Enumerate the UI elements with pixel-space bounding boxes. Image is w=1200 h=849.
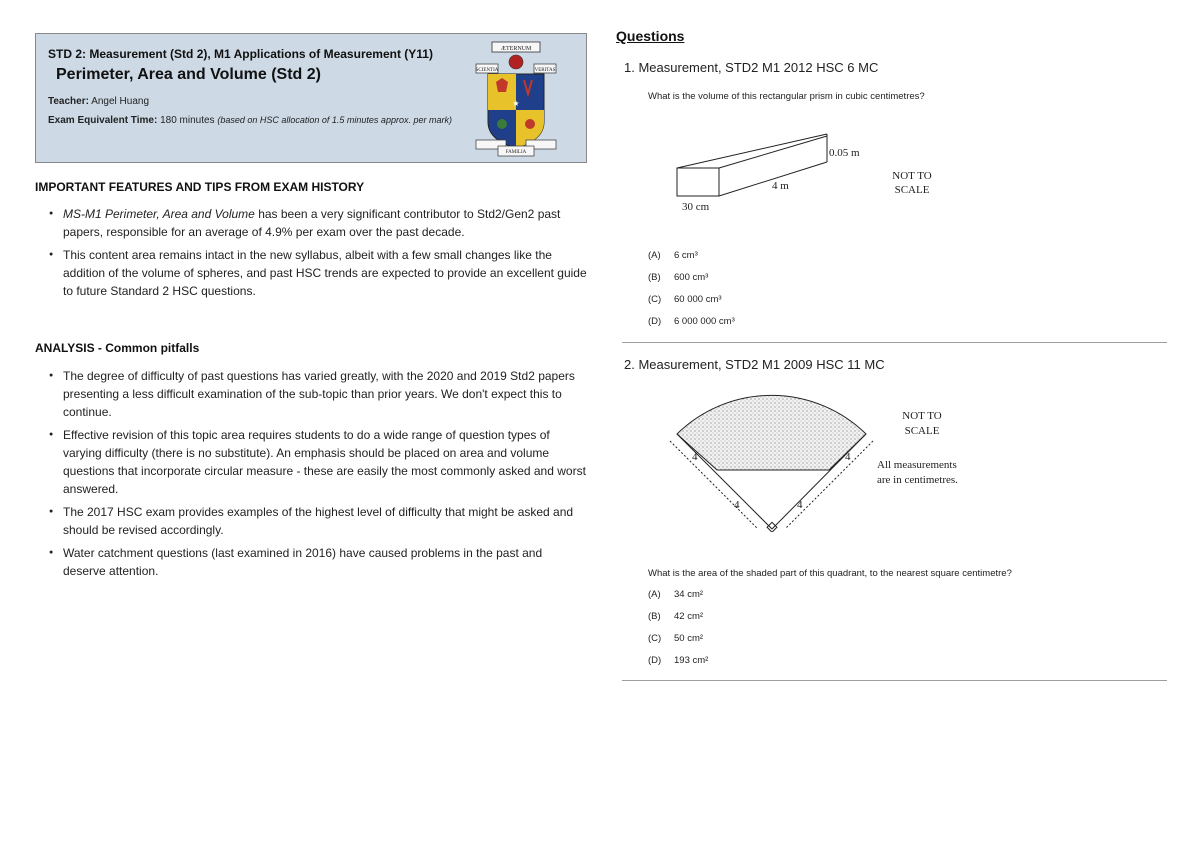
- q1-dim-width: 30 cm: [682, 201, 710, 213]
- analysis-item: ● Water catchment questions (last examined in 2016) have caused problems in the past and deserve attention.: [49, 544, 587, 580]
- q2-question-text: What is the area of the shaded part of this quadrant, to the nearest square centimetre?: [648, 568, 1012, 579]
- q2-dim-2: 4: [734, 499, 740, 511]
- exam-time-value: 180 minutes: [160, 115, 215, 126]
- q1-title-line: [624, 60, 878, 75]
- option-label: (A): [648, 589, 661, 600]
- svg-text:★: ★: [512, 99, 520, 108]
- option-value: 50 cm²: [674, 633, 704, 644]
- option-label: (C): [648, 294, 662, 305]
- exam-time-label: Exam Equivalent Time:: [48, 115, 158, 126]
- option-label: (D): [648, 655, 662, 666]
- features-item-text: This content area remains intact in the new syllabus, albeit with a few small changes like the addition of the volume of spheres, and past HSC trends are expected to provide an excellent guide to future Standard 2 HSC questions.: [63, 248, 587, 298]
- features-item: [49, 205, 587, 241]
- teacher-name: Angel Huang: [91, 96, 150, 107]
- option-label: (D): [648, 316, 662, 327]
- school-crest-icon: [474, 40, 558, 158]
- analysis-item: ● The 2017 HSC exam provides examples of the highest level of difficulty that might be asked and should be revised accordingly.: [49, 503, 587, 539]
- q1-option-c[interactable]: [648, 289, 735, 311]
- teacher-line: [48, 96, 149, 107]
- q1-option-a[interactable]: [648, 245, 735, 267]
- q2-option-b[interactable]: [648, 606, 708, 628]
- option-label: (B): [648, 272, 661, 283]
- features-list: [35, 205, 587, 305]
- analysis-list: [35, 367, 587, 585]
- q2-option-d[interactable]: [648, 650, 708, 672]
- q1-options: [648, 245, 735, 333]
- features-item-italic: MS-M1 Perimeter, Area and Volume: [63, 207, 255, 221]
- topic-subtitle: STD 2: Measurement (Std 2), M1 Applications of Measurement (Y11): [48, 47, 433, 61]
- q1-not-to-scale-1: NOT TO: [892, 170, 932, 182]
- analysis-item: ● The degree of difficulty of past questions has varied greatly, with the 2020 and 2019 Std2 papers presenting a less difficult examination of the sub-topic than prior years. We don't expect this to continue.: [49, 367, 587, 421]
- q1-question-text: What is the volume of this rectangular prism in cubic centimetres?: [648, 91, 925, 102]
- option-label: (C): [648, 633, 662, 644]
- option-value: 6 cm³: [674, 250, 698, 261]
- q1-separator: [622, 342, 1167, 343]
- analysis-item: ● Effective revision of this topic area requires students to do a wide range of question types of varying difficulty (there is no substitute). An emphasis should be placed on area and volume questions that incorporate circular measure - these are easily the most commonly asked and worst answered.: [49, 426, 587, 498]
- q1-number: 1.: [624, 60, 635, 75]
- option-value: 193 cm²: [674, 655, 709, 666]
- analysis-heading: ANALYSIS - Common pitfalls: [35, 341, 200, 355]
- q2-not-to-scale-1: NOT TO: [902, 410, 942, 422]
- crest-banner-left: SCIENTIA: [475, 68, 499, 73]
- q1-dim-length: 4 m: [772, 180, 789, 192]
- q1-option-d[interactable]: [648, 311, 735, 333]
- q2-units-note-1: All measurements: [877, 459, 957, 471]
- option-label: (B): [648, 611, 661, 622]
- features-item: [49, 246, 587, 300]
- crest-banner-right: VERITAS: [534, 68, 556, 73]
- option-value: 600 cm³: [674, 272, 709, 283]
- teacher-label: Teacher:: [48, 96, 89, 107]
- questions-heading: Questions: [616, 28, 685, 44]
- q2-options: [648, 584, 708, 672]
- q2-number: 2.: [624, 357, 635, 372]
- option-value: 42 cm²: [674, 611, 704, 622]
- q1-dim-height: 0.05 m: [829, 147, 860, 159]
- option-value: 34 cm²: [674, 589, 704, 600]
- topic-title: Perimeter, Area and Volume (Std 2): [56, 66, 321, 83]
- exam-time-note: (based on HSC allocation of 1.5 minutes approx. per mark): [217, 115, 452, 125]
- crest-banner-top: ÆTERNUM: [500, 46, 532, 52]
- option-label: (A): [648, 250, 661, 261]
- q2-dim-1: 4: [692, 451, 698, 463]
- option-value: 60 000 cm³: [674, 294, 722, 305]
- q2-title: Measurement, STD2 M1 2009 HSC 11 MC: [638, 357, 885, 372]
- q2-title-line: [624, 357, 885, 372]
- q1-not-to-scale-2: SCALE: [894, 184, 930, 196]
- q1-option-b[interactable]: [648, 267, 735, 289]
- q2-dim-3: 4: [845, 451, 851, 463]
- exam-time-line: [48, 113, 458, 128]
- q1-prism-diagram: [672, 126, 1002, 221]
- q2-dim-4: 4: [797, 499, 803, 511]
- features-heading: IMPORTANT FEATURES AND TIPS FROM EXAM HISTORY: [35, 180, 365, 194]
- q2-not-to-scale-2: SCALE: [904, 425, 940, 437]
- q2-quadrant-diagram: [662, 382, 992, 532]
- features-item-text: has been a very significant contributor to Std2/Gen2 past papers, responsible for an average of 4.9% per exam over the past decade.: [63, 207, 561, 239]
- q2-separator: [622, 680, 1167, 681]
- q1-title: Measurement, STD2 M1 2012 HSC 6 MC: [638, 60, 879, 75]
- q2-option-c[interactable]: [648, 628, 708, 650]
- topic-header-box: [35, 33, 587, 163]
- crest-banner-bottom: FAMILIA: [505, 150, 527, 155]
- q2-option-a[interactable]: [648, 584, 708, 606]
- left-column: [35, 33, 587, 578]
- q2-units-note-2: are in centimetres.: [877, 474, 958, 486]
- option-value: 6 000 000 cm³: [674, 316, 735, 327]
